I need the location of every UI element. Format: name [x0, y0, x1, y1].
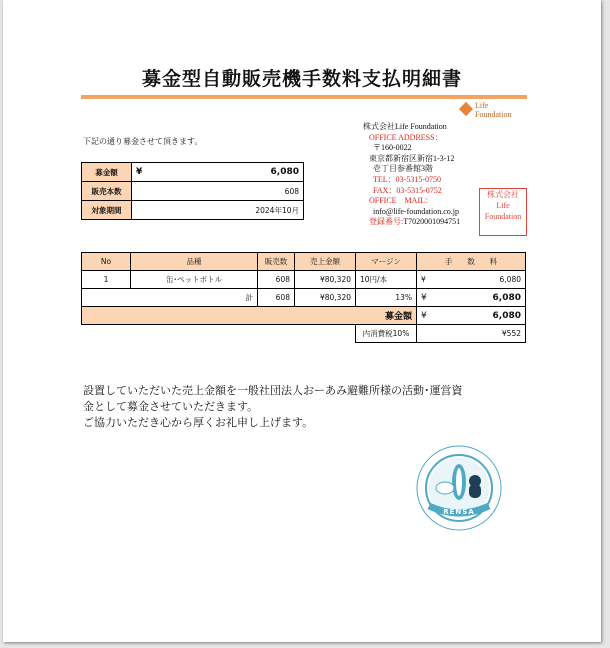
office-address-label: OFFICE ADDRESS：: [369, 132, 443, 142]
header-margin: マージン: [356, 253, 417, 271]
tax-label: 内消費税10%: [356, 325, 417, 343]
rensa-seal-icon: [415, 444, 503, 532]
postal-code: 〒160-0022: [373, 143, 412, 153]
company-stamp: 株式会社 Life Foundation: [479, 188, 527, 236]
office-mail: info@life-foundation.co.jp: [373, 206, 460, 216]
total-sales: ¥80,320: [295, 289, 356, 307]
header-no: No: [82, 253, 131, 271]
seal-text: RENSA: [443, 508, 475, 516]
address-line-2: 壱丁目参番館3階: [373, 164, 433, 174]
donation-total-value: ¥ 6,080: [417, 307, 526, 325]
total-row: [82, 289, 526, 307]
tel-number: TEL：03-5315-0750: [373, 174, 441, 184]
tax-row: [82, 325, 526, 343]
thank-you-message: 設置していただいた売上金額を一般社団法人おーあみ避難所様の活動･運営資 金として募金させていただきます。 ご協力いただき心から厚くお礼申し上げます。: [83, 384, 463, 429]
total-pct: 13%: [356, 289, 417, 307]
document-page: [3, 0, 601, 642]
row-sales: ¥80,320: [295, 271, 356, 289]
company-name: 株式会社Life Foundation: [363, 122, 447, 131]
summary-row-period: [82, 201, 304, 220]
company-info: [363, 122, 460, 228]
summary-row-donation: [82, 163, 304, 182]
donation-total-label: 募金額: [82, 307, 417, 325]
tax-value: ¥552: [417, 325, 526, 343]
detail-row: [82, 271, 526, 289]
header-count: 販売数: [258, 253, 295, 271]
office-mail-label: OFFICE MAIL：: [369, 196, 434, 206]
registration-number: 登録番号:T7020001094751: [369, 217, 461, 227]
document-title: 募金型自動販売機手数料支払明細書: [141, 68, 462, 90]
period-label: 対象期間: [82, 201, 132, 220]
row-count: 608: [258, 271, 295, 289]
intro-text: 下記の通り募金させて頂きます。: [83, 137, 203, 146]
detail-header-row: [82, 253, 526, 271]
period-value: 2024年10月: [132, 201, 304, 220]
header-type: 品種: [131, 253, 258, 271]
summary-table: [81, 162, 304, 220]
total-label: 計: [82, 289, 258, 307]
summary-row-units: [82, 182, 304, 201]
row-margin: 10円/本: [356, 271, 417, 289]
units-label: 販売本数: [82, 182, 132, 201]
title-underline: [81, 95, 527, 99]
units-value: 608: [132, 182, 304, 201]
logo-text: Life Foundation: [475, 101, 512, 119]
donation-value: ¥ 6,080: [132, 163, 304, 182]
donation-label: 募金額: [82, 163, 132, 182]
address-line-1: 東京都新宿区新宿1-3-12: [369, 153, 455, 163]
total-fee: ¥ 6,080: [417, 289, 526, 307]
total-count: 608: [258, 289, 295, 307]
life-foundation-logo: [459, 100, 519, 122]
row-type: 缶･ペットボトル: [131, 271, 258, 289]
header-fee: 手 数 料: [417, 253, 526, 271]
header-sales: 売上金額: [295, 253, 356, 271]
fax-number: FAX：03-5315-0752: [373, 185, 442, 195]
logo-mark-icon: [459, 102, 473, 116]
row-fee: ¥ 6,080: [417, 271, 526, 289]
detail-table: [81, 252, 526, 343]
row-no: 1: [82, 271, 131, 289]
donation-row: [82, 307, 526, 325]
